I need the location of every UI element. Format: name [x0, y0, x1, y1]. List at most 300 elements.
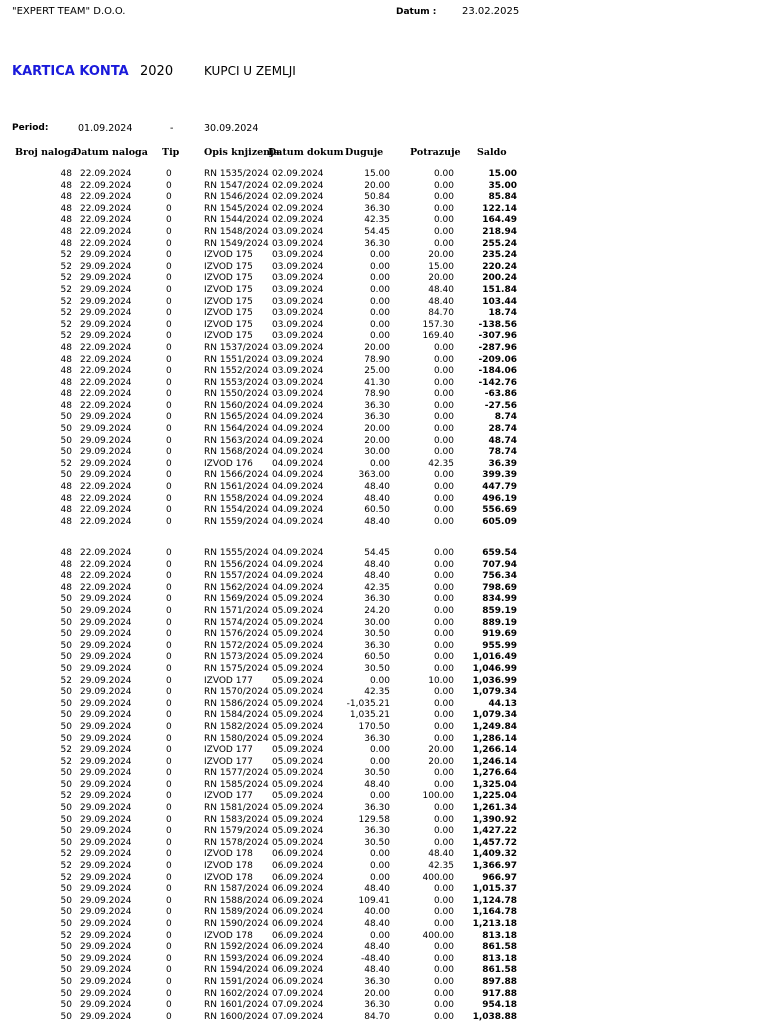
broj-cell: 52	[60, 849, 72, 860]
potrazuje-cell: 20.00	[428, 756, 454, 767]
broj-cell: 48	[60, 180, 72, 191]
tip-cell: 0	[166, 400, 172, 411]
duguje-cell: 0.00	[369, 872, 390, 883]
table-row	[0, 734, 768, 746]
datum-cell: 29.09.2024	[80, 617, 132, 628]
duguje-cell: 15.00	[364, 169, 390, 179]
table-row	[0, 965, 768, 977]
datum-dok-cell: 04.09.2024	[272, 493, 324, 504]
datum-cell: 29.09.2024	[80, 942, 132, 953]
duguje-cell: 54.45	[364, 226, 390, 237]
table-row	[0, 873, 768, 885]
datum-cell: 22.09.2024	[80, 400, 132, 411]
duguje-cell: 0.00	[369, 675, 390, 686]
opis-cell: RN 1547/2024	[204, 180, 269, 191]
table-row	[0, 273, 768, 285]
duguje-cell: 1,035.21	[349, 710, 390, 721]
duguje-cell: 36.30	[364, 976, 390, 987]
potrazuje-cell: 400.00	[422, 872, 454, 883]
broj-cell: 50	[60, 988, 72, 999]
duguje-cell: 84.70	[364, 1011, 390, 1022]
opis-cell: RN 1590/2024	[204, 919, 269, 929]
broj-cell: 48	[60, 215, 72, 226]
datum-cell: 22.09.2024	[80, 354, 132, 365]
table-row	[0, 169, 768, 181]
opis-cell: RN 1580/2024	[204, 733, 269, 744]
duguje-cell: 48.40	[364, 965, 390, 976]
broj-cell: 50	[60, 814, 72, 825]
table-row	[0, 618, 768, 630]
saldo-cell: 8.74	[494, 412, 517, 423]
potrazuje-cell: 0.00	[433, 988, 454, 999]
column-header-potrazuje: Potrazuje	[410, 147, 461, 158]
broj-cell: 50	[60, 470, 72, 481]
tip-cell: 0	[166, 733, 172, 744]
tip-cell: 0	[166, 505, 172, 516]
datum-dok-cell: 07.09.2024	[272, 988, 324, 999]
datum-dok-cell: 06.09.2024	[272, 895, 324, 906]
datum-dok-cell: 02.09.2024	[272, 215, 324, 226]
datum-dok-cell: 03.09.2024	[272, 250, 324, 261]
opis-cell: IZVOD 175	[204, 284, 253, 295]
saldo-cell: 955.99	[482, 640, 517, 651]
opis-cell: RN 1573/2024	[204, 652, 269, 663]
table-row	[0, 459, 768, 471]
potrazuje-cell: 0.00	[433, 571, 454, 582]
opis-cell: RN 1578/2024	[204, 837, 269, 848]
opis-cell: RN 1550/2024	[204, 389, 269, 400]
tip-cell: 0	[166, 192, 172, 203]
duguje-cell: 60.50	[364, 505, 390, 516]
broj-cell: 48	[60, 548, 72, 558]
period-dash: -	[170, 123, 174, 134]
opis-cell: RN 1568/2024	[204, 447, 269, 458]
saldo-cell: 919.69	[482, 629, 517, 640]
table-row	[0, 954, 768, 966]
potrazuje-cell: 20.00	[428, 273, 454, 284]
duguje-cell: 36.30	[364, 733, 390, 744]
datum-cell: 29.09.2024	[80, 826, 132, 837]
saldo-cell: 756.34	[482, 571, 517, 582]
datum-dok-cell: 05.09.2024	[272, 605, 324, 616]
potrazuje-cell: 0.00	[433, 192, 454, 203]
potrazuje-cell: 0.00	[433, 582, 454, 593]
potrazuje-cell: 0.00	[433, 493, 454, 504]
saldo-cell: 235.24	[482, 250, 517, 261]
datum-cell: 29.09.2024	[80, 814, 132, 825]
broj-cell: 50	[60, 710, 72, 721]
saldo-cell: 1,036.99	[472, 675, 517, 686]
saldo-cell: 447.79	[482, 482, 517, 493]
potrazuje-cell: 0.00	[433, 733, 454, 744]
duguje-cell: 0.00	[369, 861, 390, 872]
tip-cell: 0	[166, 826, 172, 837]
opis-cell: RN 1591/2024	[204, 976, 269, 987]
duguje-cell: 0.00	[369, 745, 390, 756]
tip-cell: 0	[166, 284, 172, 295]
table-row	[0, 548, 768, 560]
tip-cell: 0	[166, 1000, 172, 1011]
datum-cell: 29.09.2024	[80, 837, 132, 848]
duguje-cell: 0.00	[369, 458, 390, 469]
tip-cell: 0	[166, 377, 172, 388]
opis-cell: RN 1537/2024	[204, 342, 269, 353]
duguje-cell: 0.00	[369, 284, 390, 295]
saldo-cell: 659.54	[482, 548, 517, 558]
potrazuje-cell: 0.00	[433, 826, 454, 837]
duguje-cell: 40.00	[364, 907, 390, 918]
datum-cell: 29.09.2024	[80, 331, 132, 342]
opis-cell: RN 1576/2024	[204, 629, 269, 640]
tip-cell: 0	[166, 435, 172, 446]
potrazuje-cell: 0.00	[433, 884, 454, 895]
tip-cell: 0	[166, 250, 172, 261]
datum-dok-cell: 06.09.2024	[272, 976, 324, 987]
table-row	[0, 262, 768, 274]
opis-cell: RN 1554/2024	[204, 505, 269, 516]
saldo-cell: 200.24	[482, 273, 517, 284]
broj-cell: 48	[60, 400, 72, 411]
broj-cell: 50	[60, 594, 72, 605]
broj-cell: 50	[60, 721, 72, 732]
datum-cell: 29.09.2024	[80, 470, 132, 481]
datum-dok-cell: 05.09.2024	[272, 652, 324, 663]
tip-cell: 0	[166, 366, 172, 377]
saldo-cell: 859.19	[482, 605, 517, 616]
duguje-cell: 20.00	[364, 342, 390, 353]
saldo-cell: 605.09	[482, 516, 517, 527]
datum-cell: 29.09.2024	[80, 605, 132, 616]
saldo-cell: 44.13	[488, 698, 517, 709]
table-row	[0, 907, 768, 919]
datum-dok-cell: 04.09.2024	[272, 582, 324, 593]
datum-dok-cell: 05.09.2024	[272, 640, 324, 651]
broj-cell: 50	[60, 1000, 72, 1011]
table-row	[0, 505, 768, 517]
datum-dok-cell: 06.09.2024	[272, 965, 324, 976]
duguje-cell: 36.30	[364, 238, 390, 249]
tip-cell: 0	[166, 424, 172, 435]
saldo-cell: 1,213.18	[472, 919, 517, 929]
tip-cell: 0	[166, 582, 172, 593]
duguje-cell: 78.90	[364, 389, 390, 400]
opis-cell: IZVOD 176	[204, 458, 253, 469]
opis-cell: RN 1582/2024	[204, 721, 269, 732]
datum-cell: 29.09.2024	[80, 447, 132, 458]
saldo-cell: 897.88	[482, 976, 517, 987]
saldo-cell: -63.86	[484, 389, 517, 400]
broj-cell: 48	[60, 377, 72, 388]
datum-dok-cell: 04.09.2024	[272, 447, 324, 458]
potrazuje-cell: 0.00	[433, 895, 454, 906]
saldo-cell: 15.00	[488, 169, 517, 179]
tip-cell: 0	[166, 238, 172, 249]
saldo-cell: 556.69	[482, 505, 517, 516]
datum-dok-cell: 05.09.2024	[272, 814, 324, 825]
saldo-cell: 889.19	[482, 617, 517, 628]
datum-dok-cell: 06.09.2024	[272, 930, 324, 941]
saldo-cell: -138.56	[478, 319, 517, 330]
datum-cell: 29.09.2024	[80, 930, 132, 941]
potrazuje-cell: 0.00	[433, 942, 454, 953]
duguje-cell: 30.50	[364, 768, 390, 779]
column-header-opis: Opis knjizenja	[204, 147, 280, 158]
datum-cell: 29.09.2024	[80, 791, 132, 802]
tip-cell: 0	[166, 907, 172, 918]
saldo-cell: -307.96	[478, 331, 517, 342]
opis-cell: RN 1601/2024	[204, 1000, 269, 1011]
duguje-cell: 30.50	[364, 837, 390, 848]
tip-cell: 0	[166, 942, 172, 953]
opis-cell: RN 1575/2024	[204, 663, 269, 674]
saldo-cell: 917.88	[482, 988, 517, 999]
report-title: KARTICA KONTA	[12, 64, 129, 79]
datum-dok-cell: 06.09.2024	[272, 884, 324, 895]
saldo-cell: 399.39	[482, 470, 517, 481]
opis-cell: RN 1577/2024	[204, 768, 269, 779]
tip-cell: 0	[166, 652, 172, 663]
broj-cell: 48	[60, 226, 72, 237]
saldo-cell: 48.74	[488, 435, 517, 446]
datum-cell: 22.09.2024	[80, 342, 132, 353]
potrazuje-cell: 48.40	[428, 296, 454, 307]
potrazuje-cell: 0.00	[433, 779, 454, 790]
potrazuje-cell: 0.00	[433, 698, 454, 709]
potrazuje-cell: 0.00	[433, 377, 454, 388]
datum-cell: 29.09.2024	[80, 458, 132, 469]
table-row	[0, 1012, 768, 1024]
datum-dok-cell: 06.09.2024	[272, 849, 324, 860]
tip-cell: 0	[166, 791, 172, 802]
potrazuje-cell: 0.00	[433, 663, 454, 674]
broj-cell: 52	[60, 791, 72, 802]
opis-cell: RN 1553/2024	[204, 377, 269, 388]
tip-cell: 0	[166, 516, 172, 527]
table-row	[0, 606, 768, 618]
datum-cell: 29.09.2024	[80, 629, 132, 640]
duguje-cell: 109.41	[358, 895, 390, 906]
datum-cell: 22.09.2024	[80, 192, 132, 203]
datum-dok-cell: 02.09.2024	[272, 169, 324, 179]
column-header-duguje: Duguje	[345, 147, 384, 158]
opis-cell: RN 1581/2024	[204, 803, 269, 814]
table-row	[0, 320, 768, 332]
opis-cell: RN 1569/2024	[204, 594, 269, 605]
potrazuje-cell: 0.00	[433, 640, 454, 651]
saldo-cell: 103.44	[482, 296, 517, 307]
datum-dok-cell: 04.09.2024	[272, 559, 324, 570]
datum-cell: 29.09.2024	[80, 733, 132, 744]
table-row	[0, 977, 768, 989]
broj-cell: 50	[60, 779, 72, 790]
datum-dok-cell: 05.09.2024	[272, 779, 324, 790]
potrazuje-cell: 100.00	[422, 791, 454, 802]
opis-cell: RN 1562/2024	[204, 582, 269, 593]
table-row	[0, 297, 768, 309]
tip-cell: 0	[166, 447, 172, 458]
tip-cell: 0	[166, 861, 172, 872]
potrazuje-cell: 0.00	[433, 1011, 454, 1022]
potrazuje-cell: 20.00	[428, 250, 454, 261]
datum-dok-cell: 04.09.2024	[272, 400, 324, 411]
tip-cell: 0	[166, 803, 172, 814]
saldo-cell: 1,409.32	[472, 849, 517, 860]
duguje-cell: 30.00	[364, 447, 390, 458]
table-row	[0, 401, 768, 413]
duguje-cell: 0.00	[369, 756, 390, 767]
opis-cell: RN 1574/2024	[204, 617, 269, 628]
tip-cell: 0	[166, 493, 172, 504]
datum-cell: 22.09.2024	[80, 493, 132, 504]
datum-cell: 29.09.2024	[80, 721, 132, 732]
potrazuje-cell: 48.40	[428, 284, 454, 295]
datum-cell: 22.09.2024	[80, 366, 132, 377]
opis-cell: RN 1594/2024	[204, 965, 269, 976]
broj-cell: 52	[60, 861, 72, 872]
datum-cell: 22.09.2024	[80, 215, 132, 226]
datum-dok-cell: 06.09.2024	[272, 861, 324, 872]
potrazuje-cell: 84.70	[428, 308, 454, 319]
datum-cell: 29.09.2024	[80, 424, 132, 435]
datum-cell: 29.09.2024	[80, 412, 132, 423]
tip-cell: 0	[166, 710, 172, 721]
table-row	[0, 989, 768, 1001]
potrazuje-cell: 0.00	[433, 482, 454, 493]
saldo-cell: 813.18	[482, 930, 517, 941]
saldo-cell: 1,046.99	[472, 663, 517, 674]
tip-cell: 0	[166, 215, 172, 226]
potrazuje-cell: 0.00	[433, 721, 454, 732]
saldo-cell: -142.76	[478, 377, 517, 388]
tip-cell: 0	[166, 605, 172, 616]
table-row	[0, 803, 768, 815]
datum-cell: 29.09.2024	[80, 907, 132, 918]
opis-cell: RN 1564/2024	[204, 424, 269, 435]
datum-dok-cell: 03.09.2024	[272, 319, 324, 330]
opis-cell: RN 1583/2024	[204, 814, 269, 825]
opis-cell: RN 1552/2024	[204, 366, 269, 377]
broj-cell: 50	[60, 617, 72, 628]
column-header-saldo: Saldo	[477, 147, 507, 158]
opis-cell: IZVOD 178	[204, 872, 253, 883]
duguje-cell: 30.50	[364, 663, 390, 674]
tip-cell: 0	[166, 296, 172, 307]
tip-cell: 0	[166, 872, 172, 883]
datum-dok-cell: 06.09.2024	[272, 953, 324, 964]
saldo-cell: -287.96	[478, 342, 517, 353]
duguje-cell: 48.40	[364, 571, 390, 582]
saldo-cell: 1,249.84	[472, 721, 517, 732]
duguje-cell: 20.00	[364, 435, 390, 446]
table-row	[0, 757, 768, 769]
datum-dok-cell: 05.09.2024	[272, 594, 324, 605]
saldo-cell: 85.84	[488, 192, 517, 203]
datum-cell: 22.09.2024	[80, 203, 132, 214]
datum-cell: 29.09.2024	[80, 319, 132, 330]
duguje-cell: 30.00	[364, 617, 390, 628]
datum-dok-cell: 04.09.2024	[272, 505, 324, 516]
table-row	[0, 331, 768, 343]
datum-dok-cell: 02.09.2024	[272, 203, 324, 214]
table-row	[0, 192, 768, 204]
datum-cell: 22.09.2024	[80, 377, 132, 388]
duguje-cell: 30.50	[364, 629, 390, 640]
table-row	[0, 250, 768, 262]
tip-cell: 0	[166, 169, 172, 179]
potrazuje-cell: 0.00	[433, 710, 454, 721]
broj-cell: 50	[60, 687, 72, 698]
potrazuje-cell: 0.00	[433, 919, 454, 929]
potrazuje-cell: 0.00	[433, 768, 454, 779]
duguje-cell: 36.30	[364, 594, 390, 605]
broj-cell: 48	[60, 389, 72, 400]
datum-dok-cell: 03.09.2024	[272, 354, 324, 365]
saldo-cell: 1,366.97	[472, 861, 517, 872]
potrazuje-cell: 0.00	[433, 953, 454, 964]
datum-cell: 29.09.2024	[80, 687, 132, 698]
datum-cell: 29.09.2024	[80, 250, 132, 261]
tip-cell: 0	[166, 273, 172, 284]
datum-cell: 29.09.2024	[80, 296, 132, 307]
opis-cell: RN 1572/2024	[204, 640, 269, 651]
tip-cell: 0	[166, 559, 172, 570]
tip-cell: 0	[166, 745, 172, 756]
duguje-cell: 48.40	[364, 919, 390, 929]
datum-dok-cell: 04.09.2024	[272, 470, 324, 481]
table-row	[0, 699, 768, 711]
broj-cell: 48	[60, 238, 72, 249]
opis-cell: RN 1593/2024	[204, 953, 269, 964]
tip-cell: 0	[166, 953, 172, 964]
tip-cell: 0	[166, 988, 172, 999]
broj-cell: 50	[60, 826, 72, 837]
broj-cell: 50	[60, 919, 72, 929]
datum-cell: 22.09.2024	[80, 548, 132, 558]
tip-cell: 0	[166, 814, 172, 825]
tip-cell: 0	[166, 482, 172, 493]
datum-dok-cell: 03.09.2024	[272, 342, 324, 353]
opis-cell: RN 1602/2024	[204, 988, 269, 999]
datum-dok-cell: 05.09.2024	[272, 803, 324, 814]
saldo-cell: 1,079.34	[472, 687, 517, 698]
broj-cell: 48	[60, 366, 72, 377]
table-row	[0, 447, 768, 459]
datum-dok-cell: 05.09.2024	[272, 791, 324, 802]
potrazuje-cell: 0.00	[433, 594, 454, 605]
saldo-cell: 1,038.88	[472, 1011, 517, 1022]
duguje-cell: 25.00	[364, 366, 390, 377]
opis-cell: RN 1551/2024	[204, 354, 269, 365]
broj-cell: 48	[60, 505, 72, 516]
opis-cell: RN 1544/2024	[204, 215, 269, 226]
datum-cell: 29.09.2024	[80, 872, 132, 883]
duguje-cell: 0.00	[369, 331, 390, 342]
potrazuje-cell: 15.00	[428, 261, 454, 272]
datum-dok-cell: 05.09.2024	[272, 675, 324, 686]
table-row	[0, 815, 768, 827]
table-row	[0, 629, 768, 641]
broj-cell: 50	[60, 640, 72, 651]
datum-dok-cell: 05.09.2024	[272, 745, 324, 756]
datum-dok-cell: 07.09.2024	[272, 1011, 324, 1022]
potrazuje-cell: 0.00	[433, 965, 454, 976]
saldo-cell: 1,124.78	[472, 895, 517, 906]
tip-cell: 0	[166, 354, 172, 365]
table-row	[0, 710, 768, 722]
table-row	[0, 366, 768, 378]
duguje-cell: 36.30	[364, 803, 390, 814]
table-row	[0, 838, 768, 850]
